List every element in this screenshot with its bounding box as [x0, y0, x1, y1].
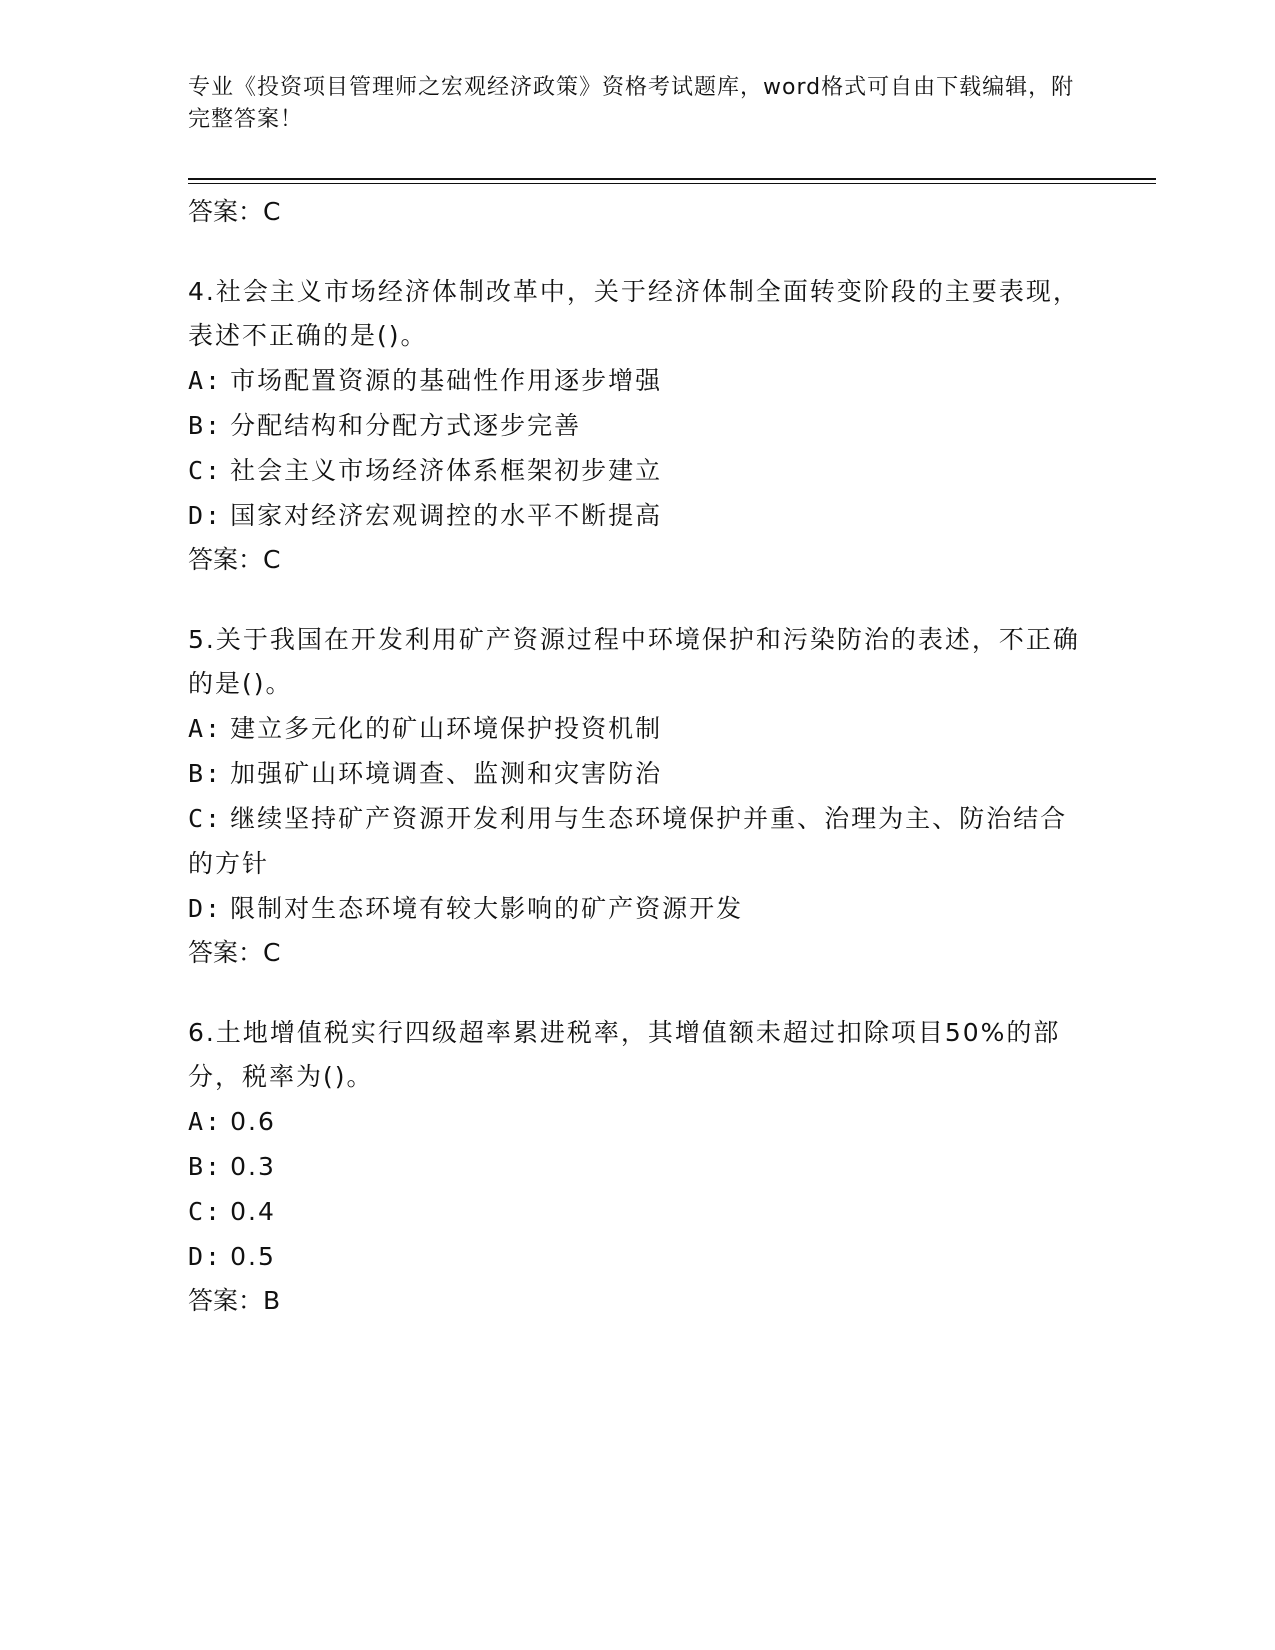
answer-label: 答案：C	[188, 938, 281, 967]
option-label: B:	[188, 759, 223, 788]
question-4	[188, 270, 1088, 582]
option-label: C:	[188, 804, 223, 833]
option-d	[188, 493, 1088, 538]
option-label: C:	[188, 456, 223, 485]
question-5	[188, 618, 1088, 975]
option-d	[188, 1234, 1088, 1279]
option-label: B:	[188, 411, 223, 440]
option-a	[188, 1099, 1088, 1144]
option-c	[188, 1189, 1088, 1234]
option-c	[188, 448, 1088, 493]
option-b	[188, 403, 1088, 448]
option-text: 国家对经济宏观调控的水平不断提高	[230, 501, 663, 530]
header-divider-thin	[188, 183, 1156, 184]
option-label: A:	[188, 366, 223, 395]
header-divider-thick	[188, 178, 1156, 180]
answer-label: 答案：B	[188, 1286, 281, 1315]
option-text: 继续坚持矿产资源开发利用与生态环境保护并重、治理为主、防治结合的方针	[188, 804, 1068, 878]
option-label: A:	[188, 1107, 223, 1136]
option-c	[188, 796, 1088, 886]
answer-label: 答案：C	[188, 197, 281, 226]
answer-label: 答案：C	[188, 545, 281, 574]
option-text: 社会主义市场经济体系框架初步建立	[230, 456, 663, 485]
option-label: B:	[188, 1152, 223, 1181]
question-list	[188, 190, 1088, 1323]
question-stem: 5.关于我国在开发利用矿产资源过程中环境保护和污染防治的表述，不正确的是()。	[188, 625, 1080, 698]
document-header: 专业《投资项目管理师之宏观经济政策》资格考试题库，word格式可自由下载编辑，附完整答案！	[188, 75, 1075, 132]
option-b	[188, 751, 1088, 796]
option-text: 市场配置资源的基础性作用逐步增强	[230, 366, 663, 395]
option-text: 0.3	[230, 1152, 276, 1181]
option-label: D:	[188, 501, 223, 530]
option-label: D:	[188, 1242, 223, 1271]
option-a	[188, 706, 1088, 751]
option-text: 0.6	[230, 1107, 276, 1136]
option-text: 加强矿山环境调查、监测和灾害防治	[230, 759, 663, 788]
question-stem: 6.土地增值税实行四级超率累进税率，其增值额未超过扣除项目50%的部分，税率为()。	[188, 1018, 1061, 1091]
option-label: D:	[188, 894, 223, 923]
option-d	[188, 886, 1088, 931]
option-b	[188, 1144, 1088, 1189]
option-label: A:	[188, 714, 223, 743]
option-text: 0.5	[230, 1242, 276, 1271]
question-stem: 4.社会主义市场经济体制改革中，关于经济体制全面转变阶段的主要表现，表述不正确的是()。	[188, 277, 1080, 350]
option-text: 分配结构和分配方式逐步完善	[230, 411, 582, 440]
option-text: 限制对生态环境有较大影响的矿产资源开发	[230, 894, 744, 923]
option-text: 0.4	[230, 1197, 276, 1226]
option-text: 建立多元化的矿山环境保护投资机制	[230, 714, 663, 743]
option-a	[188, 358, 1088, 403]
option-label: C:	[188, 1197, 223, 1226]
question-6	[188, 1011, 1088, 1323]
